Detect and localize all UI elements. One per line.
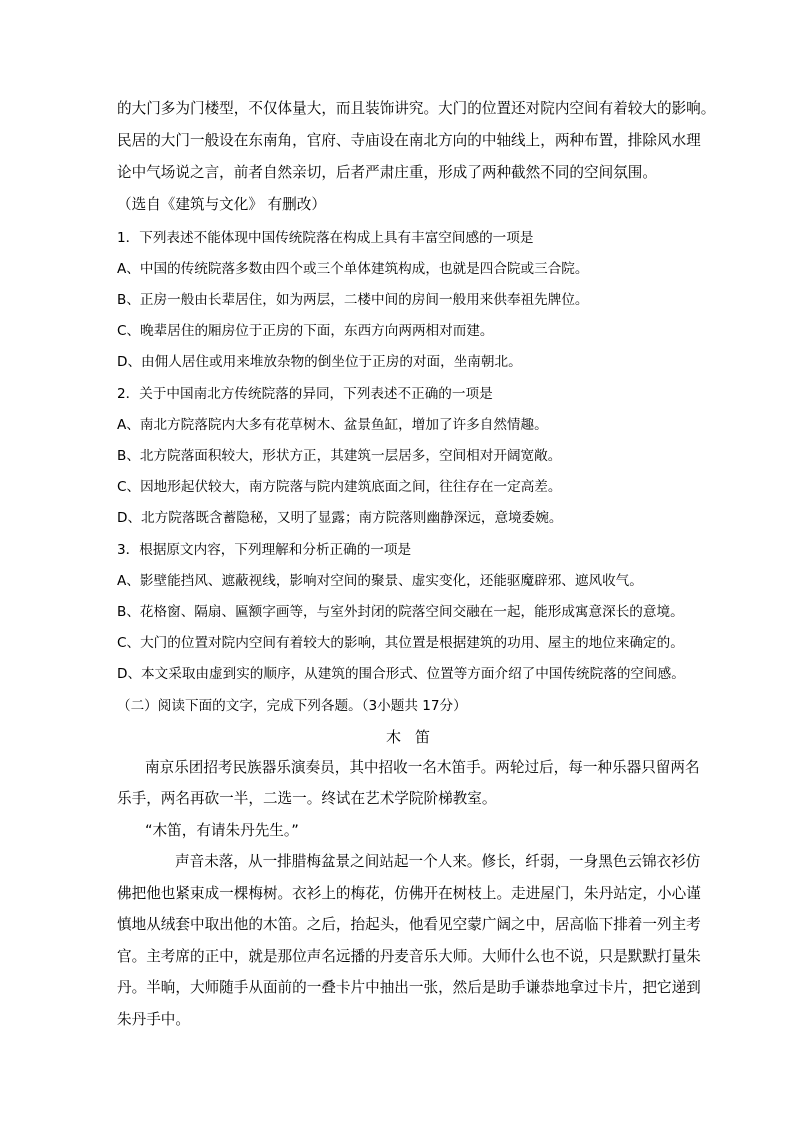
section-heading: （二）阅读下面的文字，完成下列各题。（3小题共 17分）: [117, 698, 467, 714]
question-option: C、大门的位置对院内空间有着较大的影响，其位置是根据建筑的功用、屋主的地位来确定的。: [117, 635, 684, 651]
passage-line: 民居的大门一般设在东南角，官府、寺庙设在南北方向的中轴线上，两种布置，排除风水理: [117, 132, 701, 149]
story-line: 丹。半晌，大师随手从面前的一叠卡片中抽出一张，然后是助手谦恭地拿过卡片，把它递到: [117, 979, 701, 996]
source-note: （选自《建筑与文化》 有删改）: [117, 196, 326, 213]
story-title: 木笛: [386, 728, 445, 746]
question-option: C、因地形起伏较大，南方院落与院内建筑底面之间，往往存在一定高差。: [117, 479, 562, 495]
question-option: A、南北方院落院内大多有花草树木、盆景鱼缸，增加了许多自然情趣。: [117, 417, 548, 433]
passage-line: 论中气场说之言，前者自然亲切，后者严肃庄重，形成了两种截然不同的空间氛围。: [117, 164, 657, 181]
question-option: B、北方院落面积较大，形状方正，其建筑一层居多，空间相对开阔宽敞。: [117, 448, 562, 464]
story-line: 慎地从绒套中取出他的木笛。之后，抬起头，他看见空蒙广阔之中，居高临下排着一列主考: [117, 916, 701, 933]
story-line: 官。主考席的正中，就是那位声名远播的丹麦音乐大师。大师什么也不说，只是默默打量朱: [117, 948, 701, 965]
question-option: B、正房一般由长辈居住，如为两层，二楼中间的房间一般用来供奉祖先牌位。: [117, 292, 589, 308]
question-stem: 2．关于中国南北方传统院落的异同，下列表述不正确的一项是: [117, 386, 493, 402]
story-line: 声音未落，从一排腊梅盆景之间站起一个人来。修长，纤弱，一身黑色云锦衣衫仿: [175, 853, 701, 870]
question-option: A、影壁能挡风、遮蔽视线，影响对空间的聚景、虚实变化，还能驱魔辟邪、遮风收气。: [117, 573, 643, 589]
story-line: 佛把他也紧束成一棵梅树。衣衫上的梅花，仿佛开在树枝上。走进屋门，朱丹站定，小心谨: [117, 885, 701, 902]
question-option: A、中国的传统院落多数由四个或三个单体建筑构成，也就是四合院或三合院。: [117, 261, 589, 277]
question-stem: 3．根据原文内容，下列理解和分析正确的一项是: [117, 542, 412, 558]
story-line: “木笛，有请朱丹先生。”: [145, 822, 299, 839]
question-stem: 1．下列表述不能体现中国传统院落在构成上具有丰富空间感的一项是: [117, 230, 534, 246]
question-option: D、由佣人居住或用来堆放杂物的倒坐位于正房的对面，坐南朝北。: [117, 354, 522, 370]
question-option: B、花格窗、隔扇、匾额字画等，与室外封闭的院落空间交融在一起，能形成寓意深长的意境。: [117, 604, 684, 620]
question-option: D、本文采取由虚到实的顺序，从建筑的围合形式、位置等方面介绍了中国传统院落的空间感。: [117, 666, 685, 682]
story-line: 南京乐团招考民族器乐演奏员，其中招收一名木笛手。两轮过后，每一种乐器只留两名: [145, 759, 700, 776]
story-line: 乐手，两名再砍一半，二选一。终试在艺术学院阶梯教室。: [117, 790, 497, 807]
question-option: D、北方院落既含蓄隐秘，又明了显露；南方院落则幽静深远，意境委婉。: [117, 510, 563, 526]
story-line: 朱丹手中。: [117, 1011, 190, 1028]
question-option: C、晚辈居住的厢房位于正房的下面，东西方向两两相对而建。: [117, 323, 494, 339]
passage-line: 的大门多为门楼型，不仅体量大，而且装饰讲究。大门的位置还对院内空间有着较大的影响。: [117, 100, 716, 117]
